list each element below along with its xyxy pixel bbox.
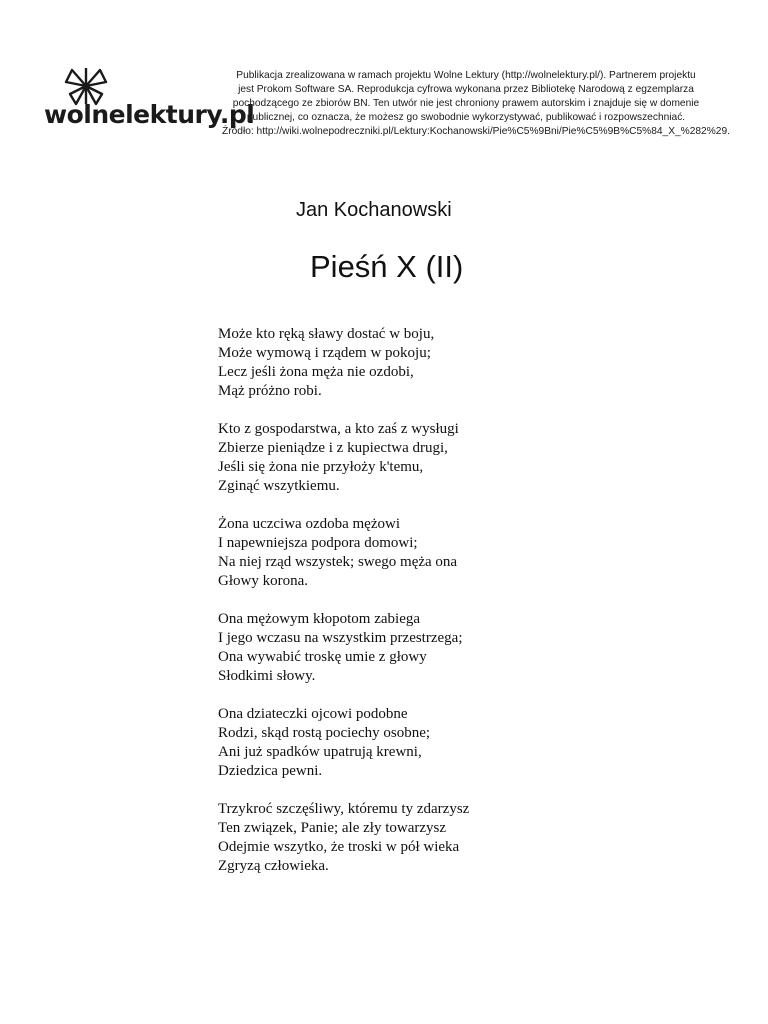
stanza (218, 325, 638, 401)
stanza (218, 515, 638, 591)
verse-line: Żona uczciwa ozdoba mężowi (218, 516, 400, 532)
stanza (218, 610, 638, 686)
verse-line: Kto z gospodarstwa, a kto zaś z wysługi (218, 421, 459, 437)
verse-line: I jego wczasu na wszystkim przestrzega; (218, 630, 463, 646)
verse-line: Zgryzą człowieka. (218, 858, 329, 874)
verse-line: Zbierze pieniądze i z kupiectwa drugi, (218, 440, 448, 456)
verse-line: Ten związek, Panie; ale zły towarzysz (218, 820, 447, 836)
poem-body (218, 325, 638, 895)
verse-line: Mąż próżno robi. (218, 383, 322, 399)
verse-line: Ani już spadków upatrują krewni, (218, 744, 422, 760)
author-name: Jan Kochanowski (296, 199, 452, 221)
stanza (218, 420, 638, 496)
notice-line: Publikacja zrealizowana w ramach projektu Wolne Lektury (http://wolnelektury.pl/). Partnerem projektu (236, 70, 696, 81)
verse-line: Na niej rząd wszystek; swego męża ona (218, 554, 458, 570)
logo-wordmark: wolnelektury.pl (44, 100, 255, 129)
verse-line: Ona wywabić troskę umie z głowy (218, 649, 427, 665)
verse-line: Dziedzica pewni. (218, 763, 323, 779)
verse-line: Rodzi, skąd rostą pociechy osobne; (218, 725, 431, 741)
verse-line: I napewniejsza podpora domowi; (218, 535, 418, 551)
verse-line: Może kto ręką sławy dostać w boju, (218, 326, 435, 342)
publication-notice (222, 69, 730, 139)
verse-line: Zginąć wszytkiemu. (218, 478, 340, 494)
verse-line: Lecz jeśli żona męża nie ozdobi, (218, 364, 414, 380)
verse-line: Może wymową i rządem w pokoju; (218, 345, 431, 361)
poem-title: Pieśń X (II) (310, 249, 464, 284)
stanza (218, 705, 638, 781)
verse-line: Odejmie wszytko, że troski w pół wieka (218, 839, 460, 855)
stanza (218, 800, 638, 876)
verse-line: Słodkimi słowy. (218, 668, 316, 684)
notice-line: Źródło: http://wiki.wolnepodreczniki.pl/Lektury:Kochanowski/Pie%C5%9Bni/Pie%C5%9B%C5%84_X_%282%29. (222, 126, 730, 137)
verse-line: Głowy korona. (218, 573, 308, 589)
verse-line: Ona dziateczki ojcowi podobne (218, 706, 408, 722)
notice-line: pochodzącego ze zbiorów BN. Ten utwór nie jest chroniony prawem autorskim i znajduje się w domenie (232, 98, 700, 109)
notice-line: publicznej, co oznacza, że możesz go swobodnie wykorzystywać, publikować i rozpowszechniać. (246, 112, 686, 123)
verse-line: Trzykroć szczęśliwy, któremu ty zdarzysz (218, 801, 470, 817)
notice-line: jest Prokom Software SA. Reprodukcja cyfrowa wykonana przez Bibliotekę Narodową z egzemplarza (238, 84, 694, 95)
verse-line: Ona mężowym kłopotom zabiega (218, 611, 421, 627)
verse-line: Jeśli się żona nie przyłoży k'temu, (218, 459, 424, 475)
wolnelektury-logo (44, 64, 255, 144)
